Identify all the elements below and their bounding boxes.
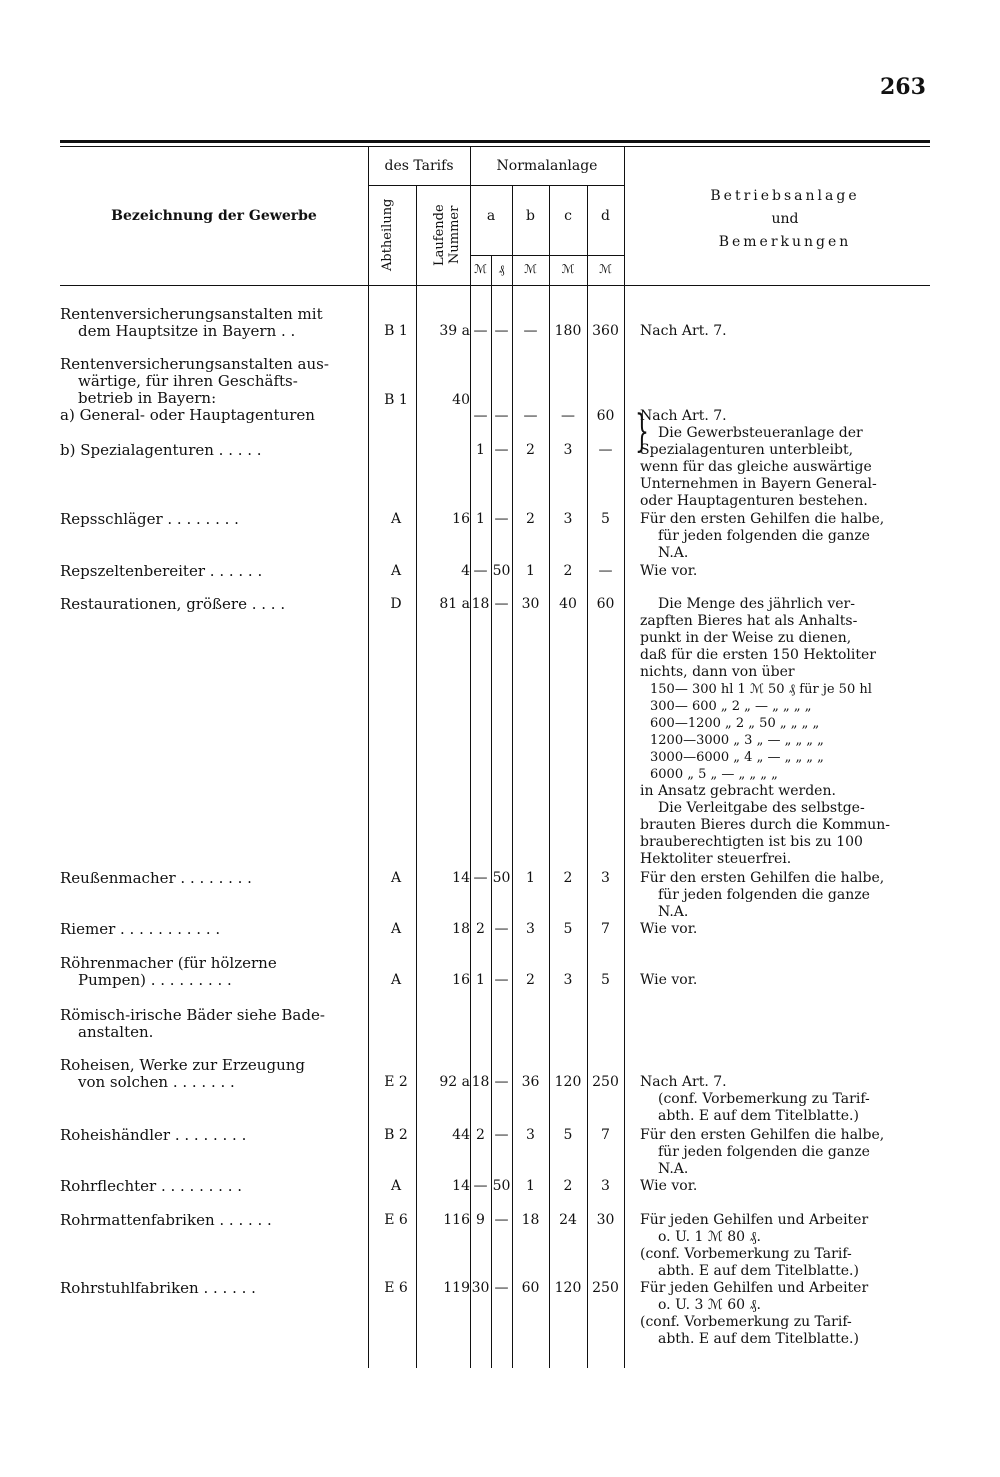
cell-a-pf: — — [494, 921, 509, 937]
cell-c: 5 — [563, 921, 573, 937]
cell-a-pf: 50 — [492, 1178, 511, 1194]
cell-d: 7 — [601, 921, 610, 937]
cell-a-mark: 18 — [471, 1074, 490, 1090]
header-col-name: Bezeichnung der Gewerbe — [111, 208, 317, 224]
cell-a-pf: 50 — [492, 870, 511, 886]
cell-abteilung: E 2 — [384, 1074, 408, 1090]
cell-abteilung: A — [390, 921, 402, 937]
unit-mark-a: ℳ — [474, 262, 487, 276]
brace-mark: } — [635, 406, 649, 457]
cell-a-pf: — — [494, 511, 509, 527]
cell-d: 60 — [596, 408, 615, 424]
cell-a-pf: — — [494, 442, 509, 458]
cell-a-pf: — — [494, 1280, 509, 1296]
unit-mark-d: ℳ — [599, 262, 612, 276]
cell-d: 5 — [601, 972, 610, 988]
cell-a-mark: 30 — [471, 1280, 490, 1296]
unit-mark-c: ℳ — [561, 262, 575, 276]
cell-a-mark: 2 — [476, 921, 485, 937]
top-rule — [60, 140, 930, 143]
cell-abteilung: D — [390, 596, 402, 612]
beer-scale-line: 1200—3000 „ 3 „ — „ „ „ „ — [650, 733, 824, 748]
page-number: 263 — [880, 74, 926, 100]
cell-abteilung: E 6 — [384, 1280, 408, 1296]
cell-remark: Für jeden Gehilfen und Arbeiter o. U. 3 ℳ 60 ₰. (conf. Vorbemerkung zu Tarif- abth. E auf dem Titelblatte.) — [640, 1280, 869, 1347]
cell-abteilung: B 1 — [384, 392, 408, 408]
trade-name: Rentenversicherungsanstalten aus- wärtige, für ihren Geschäfts- betrieb in Bayern: a) General- oder Hauptagenturen — [60, 355, 329, 424]
trade-name: Reußenmacher . . . . . . . . — [60, 869, 252, 887]
col-line — [624, 146, 625, 1368]
cell-a-mark: — — [473, 323, 488, 339]
cell-nummer: 40 — [452, 392, 470, 408]
cell-c: — — [561, 408, 575, 424]
cell-b: 60 — [521, 1280, 540, 1296]
beer-scale-line: 6000 „ 5 „ — „ „ „ „ — [650, 767, 778, 782]
cell-a-mark: 1 — [476, 442, 485, 458]
cell-nummer: 14 — [452, 870, 470, 886]
cell-b: 2 — [526, 442, 535, 458]
cell-c: 3 — [563, 972, 573, 988]
cell-a-pf: — — [494, 408, 509, 424]
cell-a-mark: — — [473, 563, 488, 579]
cell-d: 360 — [592, 323, 619, 339]
cell-b: — — [523, 408, 538, 424]
cell-abteilung: A — [390, 1178, 402, 1194]
cell-nummer: 14 — [452, 1178, 470, 1194]
trade-name: b) Spezialagenturen . . . . . — [60, 441, 262, 459]
header-line — [470, 255, 624, 256]
cell-a-mark: 2 — [476, 1127, 485, 1143]
cell-nummer: 16 — [452, 511, 470, 527]
cell-a-mark: 1 — [476, 972, 485, 988]
cell-remark: Die Menge des jährlich ver- zapften Bieres hat als Anhalts- punkt in der Weise zu dienen, daß für die ersten 150 Hektoliter nichts, dann von über 150— 300 hl 1 ℳ 50 ₰ für je 50 hl 300— 600 „ 2 „ — „ „ „ „ 600—1200 „ 2 „ 50 „ „ „ „ 1200—3000 „ 3 „ — „ „ „ „ 3000—6000 „ 4 „ — „ „ „ „ 6000 „ 5 „ — „ „ „ „ in Ansatz gebracht werden. Die Verleitgabe des selbstge- brauten Bieres durch die Kommun- brauberechtigten ist bis zu 100 Hektoliter steuerfrei. — [640, 596, 930, 868]
unit-mark-b: ℳ — [524, 262, 537, 276]
cell-remark: Die Gewerbsteueranlage der Spezialagenturen unterbleibt, wenn für das gleiche auswärtige Unternehmen in Bayern General- oder Hauptagenturen bestehen. — [640, 425, 877, 509]
header-normal-group: Normalanlage — [496, 158, 598, 174]
cell-abteilung: B 2 — [384, 1127, 408, 1143]
cell-d: — — [598, 442, 613, 458]
trade-name: Rohrstuhlfabriken . . . . . . — [60, 1279, 256, 1297]
cell-b: — — [523, 323, 538, 339]
cell-abteilung: E 6 — [384, 1212, 408, 1228]
cell-b: 1 — [526, 870, 535, 886]
col-line — [416, 185, 417, 1368]
cell-c: 2 — [563, 1178, 573, 1194]
cell-nummer: 39 a — [439, 323, 470, 339]
cell-a-mark: — — [473, 1178, 488, 1194]
cell-nummer: 92 a — [439, 1074, 470, 1090]
cell-a-mark: — — [473, 870, 488, 886]
cell-d: 60 — [596, 596, 615, 612]
cell-d: 250 — [592, 1074, 619, 1090]
cell-b: 1 — [526, 1178, 535, 1194]
header-nummer: Laufende Nummer — [432, 204, 462, 266]
beer-scale-line: 3000—6000 „ 4 „ — „ „ „ „ — [650, 750, 824, 765]
cell-a-mark: 9 — [476, 1212, 485, 1228]
trade-name: Repsschläger . . . . . . . . — [60, 510, 239, 528]
header-sub-a: a — [486, 208, 496, 224]
cell-remark: Wie vor. — [640, 1178, 698, 1194]
cell-c: 5 — [563, 1127, 573, 1143]
header-sub-d: d — [601, 208, 610, 224]
cell-c: 3 — [563, 511, 573, 527]
cell-d: 5 — [601, 511, 610, 527]
cell-b: 18 — [521, 1212, 540, 1228]
cell-c: 3 — [563, 442, 573, 458]
trade-name: Roheishändler . . . . . . . . — [60, 1126, 247, 1144]
cell-d: 3 — [601, 1178, 610, 1194]
header-tarif-group: des Tarifs — [384, 158, 454, 174]
cell-b: 2 — [526, 511, 535, 527]
cell-c: 2 — [563, 870, 573, 886]
cell-nummer: 4 — [461, 563, 470, 579]
cell-b: 36 — [521, 1074, 540, 1090]
cell-c: 24 — [559, 1212, 577, 1228]
cell-remark: Wie vor. — [640, 972, 698, 988]
cell-c: 120 — [554, 1280, 582, 1296]
trade-name: Rentenversicherungsanstalten mit dem Hauptsitze in Bayern . . — [60, 305, 323, 340]
cell-remark: Nach Art. 7. (conf. Vorbemerkung zu Tarif- abth. E auf dem Titelblatte.) — [640, 1074, 870, 1124]
cell-c: 180 — [554, 323, 582, 339]
cell-a-mark: 1 — [476, 511, 485, 527]
cell-c: 120 — [554, 1074, 582, 1090]
cell-abteilung: A — [390, 511, 402, 527]
cell-a-pf: — — [494, 596, 509, 612]
cell-nummer: 18 — [452, 921, 470, 937]
unit-pf-a: ₰ — [498, 262, 505, 276]
header-abteilung: Abtheilung — [380, 198, 395, 272]
cell-c: 40 — [559, 596, 577, 612]
cell-a-mark: 18 — [471, 596, 490, 612]
col-line — [368, 146, 369, 1368]
trade-name: Riemer . . . . . . . . . . . — [60, 920, 221, 938]
cell-d: 7 — [601, 1127, 610, 1143]
cell-remark: Für den ersten Gehilfen die halbe, für jeden folgenden die ganze N.A. — [640, 870, 885, 920]
cell-a-pf: — — [494, 1127, 509, 1143]
cell-remark: Wie vor. — [640, 563, 698, 579]
header-bem: Bemerkungen — [718, 234, 852, 250]
beer-scale-line: 150— 300 hl 1 ℳ 50 ₰ für je 50 hl — [650, 682, 872, 697]
header-line — [368, 185, 624, 186]
cell-nummer: 81 a — [439, 596, 470, 612]
cell-b: 3 — [526, 1127, 535, 1143]
cell-nummer: 44 — [452, 1127, 470, 1143]
cell-remark: Für den ersten Gehilfen die halbe, für jeden folgenden die ganze N.A. — [640, 1127, 885, 1177]
cell-abteilung: A — [390, 972, 402, 988]
cell-remark: Wie vor. — [640, 921, 698, 937]
cell-nummer: 116 — [443, 1212, 470, 1228]
trade-name: Röhrenmacher (für hölzerne Pumpen) . . . . . . . . . — [60, 954, 277, 989]
beer-scale-line: 300— 600 „ 2 „ — „ „ „ „ — [650, 699, 812, 714]
trade-name: Restaurationen, größere . . . . — [60, 595, 286, 613]
trade-name: Repszeltenbereiter . . . . . . — [60, 562, 263, 580]
cell-d: — — [598, 563, 613, 579]
header-betrieb: Betriebsanlage — [710, 188, 860, 204]
cell-b: 30 — [521, 596, 540, 612]
cell-remark: Für den ersten Gehilfen die halbe, für jeden folgenden die ganze N.A. — [640, 511, 885, 561]
beer-scale-line: 600—1200 „ 2 „ 50 „ „ „ „ — [650, 716, 820, 731]
cell-nummer: 119 — [443, 1280, 470, 1296]
cell-a-pf: — — [494, 323, 509, 339]
cell-a-pf: — — [494, 1212, 509, 1228]
trade-name: Römisch-irische Bäder siehe Bade- anstalten. — [60, 1006, 325, 1041]
cell-c: 2 — [563, 563, 573, 579]
cell-remark: Nach Art. 7. — [640, 408, 727, 424]
header-bottom-rule — [60, 285, 930, 286]
cell-b: 1 — [526, 563, 535, 579]
cell-d: 30 — [596, 1212, 615, 1228]
cell-d: 250 — [592, 1280, 619, 1296]
cell-abteilung: B 1 — [384, 323, 408, 339]
cell-b: 3 — [526, 921, 535, 937]
header-sub-b: b — [526, 208, 535, 224]
cell-a-pf: — — [494, 972, 509, 988]
cell-abteilung: A — [390, 563, 402, 579]
top-rule-thin — [60, 146, 930, 147]
trade-name: Rohrflechter . . . . . . . . . — [60, 1177, 242, 1195]
cell-a-pf: 50 — [492, 563, 511, 579]
cell-a-pf: — — [494, 1074, 509, 1090]
cell-b: 2 — [526, 972, 535, 988]
header-sub-c: c — [564, 208, 572, 224]
cell-d: 3 — [601, 870, 610, 886]
trade-name: Roheisen, Werke zur Erzeugung von solchen . . . . . . . — [60, 1056, 305, 1091]
cell-abteilung: A — [390, 870, 402, 886]
cell-a-mark: — — [473, 408, 488, 424]
cell-nummer: 16 — [452, 972, 470, 988]
trade-name: Rohrmattenfabriken . . . . . . — [60, 1211, 272, 1229]
cell-remark: Für jeden Gehilfen und Arbeiter o. U. 1 ℳ 80 ₰. (conf. Vorbemerkung zu Tarif- abth. E auf dem Titelblatte.) — [640, 1212, 869, 1279]
header-und: und — [771, 211, 799, 227]
cell-remark: Nach Art. 7. — [640, 323, 727, 339]
